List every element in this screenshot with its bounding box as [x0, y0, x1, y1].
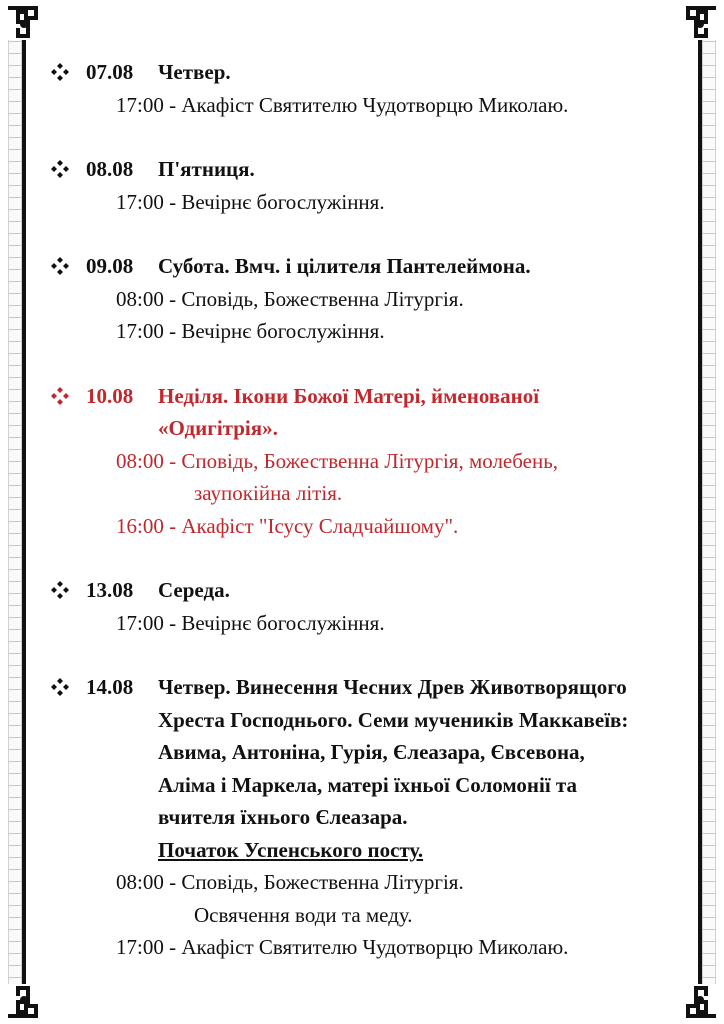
entry-title-continued: Аліма і Маркела, матері їхньої Соломонії та — [158, 772, 577, 797]
schedule-entry — [50, 671, 702, 964]
service-line: 17:00 - Вечірнє богослужіння. — [116, 610, 385, 635]
entry-date: 09.08 — [86, 254, 134, 278]
service-line: 08:00 - Сповідь, Божественна Літургія. — [116, 870, 464, 894]
service-line-continued: Освячення води та меду. — [194, 902, 413, 927]
entry-title: Субота. Вмч. і цілителя Пантелеймона. — [158, 254, 531, 278]
schedule-entry-feast — [50, 380, 702, 543]
right-border-ornament — [702, 22, 716, 1002]
entry-date: 10.08 — [86, 383, 134, 408]
schedule-list — [50, 56, 702, 996]
left-border-line — [22, 18, 26, 1006]
service-line: 08:00 - Сповідь, Божественна Літургія. — [116, 286, 464, 311]
entry-date: 13.08 — [86, 578, 134, 602]
schedule-entry — [50, 574, 702, 639]
fast-start-notice: Початок Успенського посту. — [158, 837, 424, 862]
service-line: 17:00 - Акафіст Святителю Чудотворцю Миколаю. — [116, 935, 569, 959]
four-diamond-bullet-icon — [50, 677, 70, 697]
entry-title: Неділя. Ікони Божої Матері, йменованої — [158, 383, 540, 408]
service-line: 17:00 - Акафіст Святителю Чудотворцю Миколаю. — [116, 92, 569, 117]
entry-title: Четвер. — [158, 60, 231, 84]
four-diamond-bullet-icon — [50, 159, 70, 179]
service-line: 17:00 - Вечірнє богослужіння. — [116, 189, 385, 214]
corner-ornament-icon — [2, 982, 42, 1022]
entry-title-continued: Авима, Антоніна, Гурія, Єлеазара, Євсевона, — [158, 740, 585, 764]
service-line: 08:00 - Сповідь, Божественна Літургія, молебень, — [116, 448, 559, 473]
corner-ornament-icon — [2, 2, 42, 42]
entry-date: 08.08 — [86, 157, 134, 181]
four-diamond-bullet-icon — [50, 256, 70, 276]
entry-title: Четвер. Винесення Чесних Древ Животворящого — [158, 675, 627, 699]
left-border-ornament — [8, 22, 22, 1002]
entry-title: П'ятниця. — [158, 157, 255, 181]
entry-title-continued: вчителя їхнього Єлеазара. — [158, 805, 408, 829]
schedule-entry — [50, 56, 702, 121]
corner-ornament-icon — [682, 2, 722, 42]
entry-title-continued: «Одигітрія». — [158, 416, 278, 440]
entry-date: 07.08 — [86, 60, 134, 84]
schedule-entry — [50, 153, 702, 218]
service-line: 16:00 - Акафіст "Ісусу Сладчайшому". — [116, 513, 459, 538]
four-diamond-bullet-icon — [50, 62, 70, 82]
entry-date: 14.08 — [86, 675, 134, 699]
four-diamond-bullet-icon — [50, 580, 70, 600]
four-diamond-bullet-icon — [50, 386, 70, 406]
service-line: 17:00 - Вечірнє богослужіння. — [116, 319, 385, 343]
entry-title: Середа. — [158, 578, 230, 602]
entry-title-continued: Хреста Господнього. Семи мучеників Маккавеїв: — [158, 707, 629, 732]
service-line-continued: заупокійна літія. — [194, 481, 343, 505]
schedule-entry — [50, 250, 702, 348]
